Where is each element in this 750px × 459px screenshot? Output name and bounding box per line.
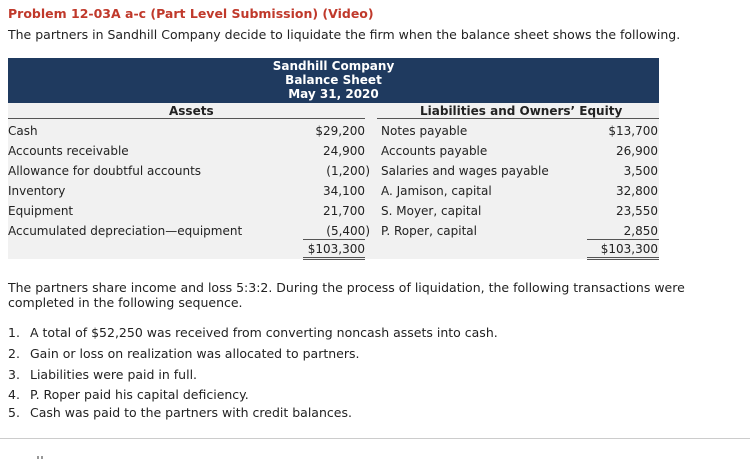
assets-total-double-rule (303, 259, 365, 260)
asset-label: Accumulated depreciation—equipment (8, 224, 243, 238)
list-item (8, 325, 498, 340)
list-text: P. Roper paid his capital deficiency. (30, 387, 249, 402)
liability-amount: 26,900 (616, 144, 658, 158)
income-share-paragraph: The partners share income and loss 5:3:2. During the process of liquidation, the following transactions were completed in the following sequence. (8, 280, 685, 310)
list-number: 1. (8, 325, 20, 340)
asset-amount: (5,400) (326, 224, 370, 238)
asset-amount: 24,900 (323, 144, 365, 158)
problem-title: Problem 12-03A a-c (Part Level Submission) (Video) (8, 6, 374, 21)
statement-name: Balance Sheet (285, 73, 382, 87)
list-number: 3. (8, 367, 20, 382)
list-number: 4. (8, 387, 20, 402)
list-text: Liabilities were paid in full. (30, 367, 198, 382)
liability-label: Notes payable (381, 124, 468, 138)
list-number: 2. (8, 346, 20, 361)
liability-label: S. Moyer, capital (381, 204, 482, 218)
asset-amount: 21,700 (323, 204, 365, 218)
asset-label: Cash (8, 124, 38, 138)
list-number: 5. (8, 405, 20, 420)
list-item (8, 405, 352, 420)
section-divider (0, 438, 750, 439)
assets-total-double-rule (303, 257, 365, 258)
asset-label: Accounts receivable (8, 144, 129, 158)
asset-label: Equipment (8, 204, 74, 218)
liabilities-total: $103,300 (600, 242, 658, 256)
liability-label: Salaries and wages payable (381, 164, 549, 178)
list-item (8, 387, 249, 402)
liability-amount: 3,500 (623, 164, 658, 178)
list-text: Cash was paid to the partners with credit balances. (30, 405, 352, 420)
assets-header: Assets (169, 104, 214, 118)
asset-amount: $29,200 (315, 124, 365, 138)
balance-sheet-header (8, 58, 659, 103)
liability-amount: 23,550 (616, 204, 658, 218)
liab-total-double-rule (587, 257, 659, 258)
asset-label: Allowance for doubtful accounts (8, 164, 202, 178)
assets-total-rule-top (303, 239, 365, 240)
asset-amount: (1,200) (326, 164, 370, 178)
list-item (8, 367, 197, 382)
liabilities-header: Liabilities and Owners’ Equity (420, 104, 623, 118)
asset-label: Inventory (8, 184, 66, 198)
list-text: Gain or loss on realization was allocated to partners. (30, 346, 360, 361)
liability-label: A. Jamison, capital (381, 184, 492, 198)
list-text: A total of $52,250 was received from converting noncash assets into cash. (30, 325, 498, 340)
asset-amount: 34,100 (323, 184, 365, 198)
company-name: Sandhill Company (272, 59, 395, 73)
liabilities-header-rule (377, 118, 659, 119)
liability-label: P. Roper, capital (381, 224, 477, 238)
assets-total: $103,300 (307, 242, 365, 256)
statement-date: May 31, 2020 (288, 87, 379, 101)
intro-text: The partners in Sandhill Company decide to liquidate the firm when the balance sheet shows the following. (8, 27, 681, 42)
liability-amount: 32,800 (616, 184, 658, 198)
liability-amount: 2,850 (623, 224, 658, 238)
liability-amount: $13,700 (608, 124, 658, 138)
list-item (8, 346, 360, 361)
liab-total-double-rule (587, 259, 659, 260)
liability-label: Accounts payable (381, 144, 488, 158)
liab-total-rule-top (587, 239, 659, 240)
assets-header-rule (8, 118, 365, 119)
